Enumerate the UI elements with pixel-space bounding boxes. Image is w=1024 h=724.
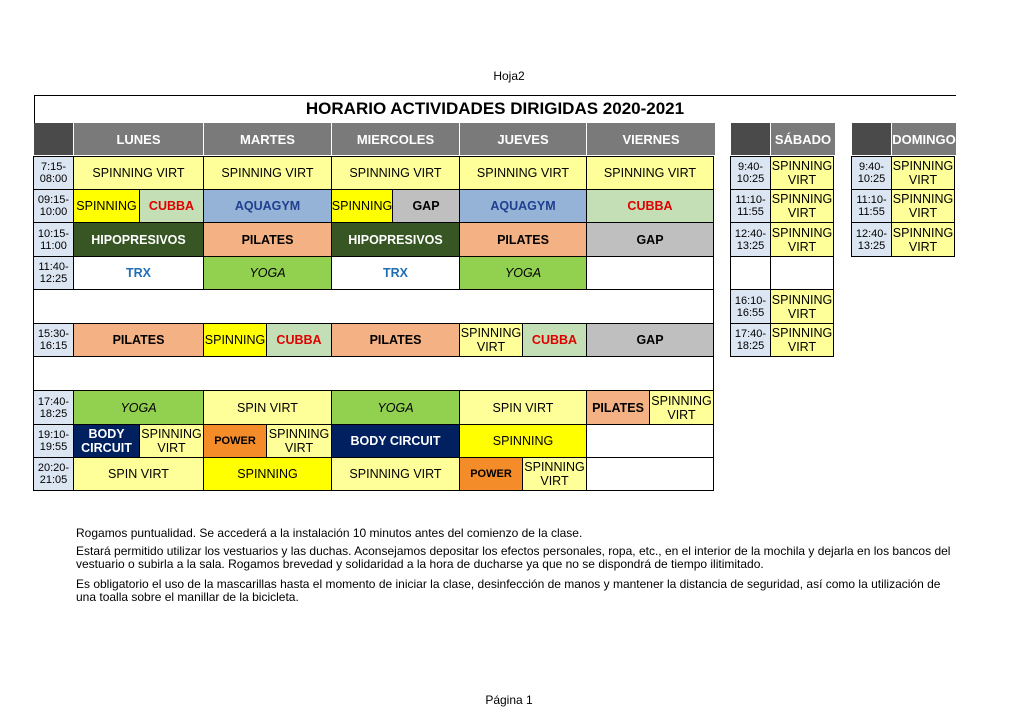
activity-cell: GAP — [392, 189, 460, 223]
activity-cell: SPINNING VIRT — [459, 323, 523, 357]
activity-cell: SPINNING VIRT — [331, 457, 460, 491]
activity-cell: BODY CIRCUIT — [73, 424, 140, 458]
time-slot: 11:10- 11:55 — [851, 189, 892, 223]
time-slot: 12:40- 13:25 — [730, 222, 771, 257]
activity-cell: SPINNING VIRT — [649, 390, 714, 425]
activity-cell: SPINNING — [459, 424, 587, 458]
time-slot: 19:10- 19:55 — [33, 424, 74, 458]
activity-cell: YOGA — [459, 256, 587, 290]
activity-cell: PILATES — [331, 323, 460, 357]
activity-cell: BODY CIRCUIT — [331, 424, 460, 458]
activity-cell: SPIN VIRT — [203, 390, 332, 425]
header-lunes: LUNES — [74, 123, 204, 155]
activity-cell: GAP — [586, 222, 714, 257]
time-slot: 15:30- 16:15 — [33, 323, 74, 357]
empty-cell — [730, 256, 771, 290]
break-row — [33, 289, 714, 324]
activity-cell: SPINNING VIRT — [459, 156, 587, 190]
activity-cell: SPINNING VIRT — [770, 323, 834, 357]
activity-cell: YOGA — [331, 390, 460, 425]
activity-cell: SPINNING VIRT — [586, 156, 714, 190]
activity-cell: SPINNING VIRT — [770, 156, 834, 190]
time-slot: 9:40- 10:25 — [851, 156, 892, 190]
header-sabado: SÁBADO — [771, 123, 835, 155]
note-changing-rooms: Estará permitido utilizar los vestuarios y las duchas. Aconsejamos depositar los efectos personales, ropa, etc., en el interior de la mochila y dejarla en los bancos del vestuario o subirla a la sala. Rogamos brevedad y solidaridad a la hora de ducharse ya que no se dispondrá de tiempo ilitimitado. — [76, 544, 951, 571]
time-slot: 09:15- 10:00 — [33, 189, 74, 223]
time-slot: 12:40- 13:25 — [851, 222, 892, 257]
activity-cell: CUBBA — [266, 323, 332, 357]
activity-cell: CUBBA — [139, 189, 204, 223]
saturday-header-corner — [731, 123, 771, 155]
empty-cell — [586, 424, 714, 458]
time-slot: 7:15- 08:00 — [33, 156, 74, 190]
activity-cell: SPINNING VIRT — [73, 156, 204, 190]
activity-cell: PILATES — [586, 390, 650, 425]
time-slot: 16:10- 16:55 — [730, 289, 771, 324]
activity-cell: TRX — [73, 256, 204, 290]
activity-cell: SPIN VIRT — [73, 457, 204, 491]
activity-cell: GAP — [586, 323, 714, 357]
header-jueves: JUEVES — [460, 123, 587, 155]
schedule-title: HORARIO ACTIVIDADES DIRIGIDAS 2020-2021 — [34, 95, 956, 123]
activity-cell: SPINNING VIRT — [770, 289, 834, 324]
time-slot: 11:40- 12:25 — [33, 256, 74, 290]
activity-cell: SPINNING VIRT — [891, 189, 955, 223]
activity-cell: YOGA — [203, 256, 332, 290]
activity-cell: SPINNING VIRT — [891, 222, 955, 257]
activity-cell: AQUAGYM — [203, 189, 332, 223]
time-slot: 17:40- 18:25 — [33, 390, 74, 425]
activity-cell: SPINNING VIRT — [891, 156, 955, 190]
activity-cell: SPINNING — [203, 323, 267, 357]
activity-cell: TRX — [331, 256, 460, 290]
time-slot: 9:40- 10:25 — [730, 156, 771, 190]
note-masks: Es obligatorio el uso de la mascarillas hasta el momento de iniciar la clase, desinfección de manos y mantener la distancia de seguridad, así como la utilización de una toalla sobre el manillar de la bicicleta. — [76, 577, 941, 604]
header-miercoles: MIERCOLES — [332, 123, 460, 155]
activity-cell: CUBBA — [522, 323, 587, 357]
header-domingo: DOMINGO — [892, 123, 956, 155]
activity-cell: SPINNING VIRT — [331, 156, 460, 190]
empty-cell — [586, 256, 714, 290]
sunday-header-corner — [852, 123, 892, 155]
note-punctuality: Rogamos puntualidad. Se accederá a la instalación 10 minutos antes del comienzo de la clase. — [76, 526, 583, 540]
activity-cell: SPINNING VIRT — [522, 457, 587, 491]
activity-cell: PILATES — [459, 222, 587, 257]
header-martes: MARTES — [204, 123, 332, 155]
activity-cell: SPINNING VIRT — [139, 424, 204, 458]
activity-cell: SPINNING VIRT — [770, 189, 834, 223]
activity-cell: PILATES — [73, 323, 204, 357]
activity-cell: POWER — [203, 424, 267, 458]
activity-cell: HIPOPRESIVOS — [331, 222, 460, 257]
activity-cell: PILATES — [203, 222, 332, 257]
activity-cell: SPINNING VIRT — [770, 222, 834, 257]
activity-cell: SPINNING — [203, 457, 332, 491]
empty-cell — [586, 457, 714, 491]
activity-cell: YOGA — [73, 390, 204, 425]
activity-cell: SPIN VIRT — [459, 390, 587, 425]
activity-cell: SPINNING — [73, 189, 140, 223]
activity-cell: CUBBA — [586, 189, 714, 223]
activity-cell: AQUAGYM — [459, 189, 587, 223]
sheet-name: Hoja2 — [493, 69, 525, 83]
time-slot: 20:20- 21:05 — [33, 457, 74, 491]
header-viernes: VIERNES — [587, 123, 715, 155]
empty-cell — [770, 256, 834, 290]
activity-cell: POWER — [459, 457, 523, 491]
activity-cell: SPINNING — [331, 189, 393, 223]
page-number: Página 1 — [485, 693, 533, 707]
activity-cell: SPINNING VIRT — [266, 424, 332, 458]
header-corner — [34, 123, 74, 155]
time-slot: 11:10- 11:55 — [730, 189, 771, 223]
time-slot: 17:40- 18:25 — [730, 323, 771, 357]
activity-cell: SPINNING VIRT — [203, 156, 332, 190]
activity-cell: HIPOPRESIVOS — [73, 222, 204, 257]
break-row — [33, 356, 714, 391]
time-slot: 10:15- 11:00 — [33, 222, 74, 257]
